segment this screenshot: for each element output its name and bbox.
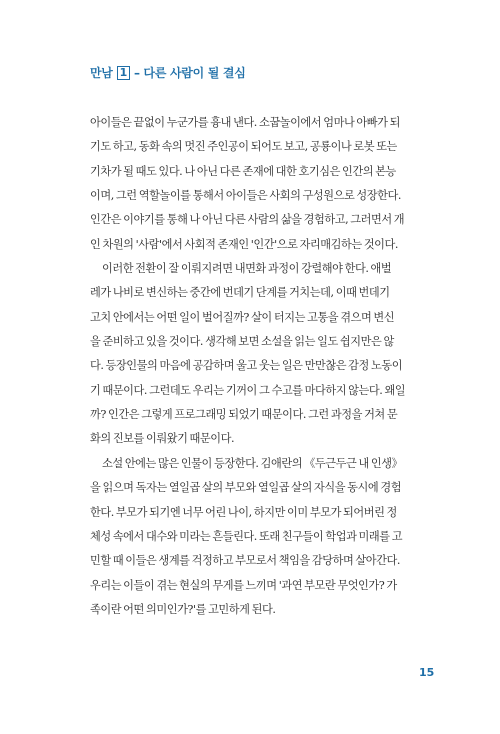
text-line: 기차가 될 때도 있다. 나 아닌 다른 존재에 대한 호기심은 인간의 본능 <box>90 164 396 178</box>
text-line: 화의 진보를 이뤄왔기 때문이다. <box>90 432 235 446</box>
text-line: 체성 속에서 대수와 미라는 흔들린다. 또래 친구들이 학업과 미래를 고 <box>90 529 403 543</box>
text-line: 기 때문이다. 그런데도 우리는 기꺼이 그 수고를 마다하지 않는다. 왜일 <box>90 383 406 397</box>
text-line: 민할 때 이들은 생계를 걱정하고 부모로서 책임을 감당하며 살아간다. <box>90 554 400 568</box>
text-line: 기도 하고, 동화 속의 멋진 주인공이 되어도 보고, 공룡이나 로봇 또는 <box>90 140 397 154</box>
text-line: 이러한 전환이 잘 이뤄지려면 내면화 과정이 강렬해야 한다. 애벌 <box>102 262 392 276</box>
chapter-number-box: 1 <box>117 66 130 80</box>
header-part-label: 만남 <box>90 66 113 80</box>
text-line: 고치 안에서는 어떤 일이 벌어질까? 살이 터지는 고통을 겪으며 변신 <box>90 310 395 324</box>
page-number: 15 <box>419 666 435 679</box>
text-line: 이며, 그런 역할놀이를 통해서 아이들은 사회의 구성원으로 성장한다. <box>90 189 401 203</box>
text-line: 레가 나비로 변신하는 중간에 번데기 단계를 거치는데, 이때 번데기 <box>90 286 390 300</box>
text-line: 까? 인간은 그렇게 프로그래밍 되었기 때문이다. 그런 과정을 거쳐 문 <box>90 408 398 422</box>
text-line: 다. 등장인물의 마음에 공감하며 울고 웃는 일은 만만찮은 감정 노동이 <box>90 359 403 373</box>
text-line: 을 준비하고 있을 것이다. 생각해 보면 소설을 읽는 일도 쉽지만은 않 <box>90 335 394 349</box>
body-text <box>90 111 432 622</box>
text-line: 인 차원의 '사람'에서 사회적 존재인 '인간'으로 자리매김하는 것이다. <box>90 237 398 251</box>
text-line: 아이들은 끝없이 누군가를 흉내 낸다. 소꿉놀이에서 엄마나 아빠가 되 <box>90 116 400 129</box>
text-line: 우리는 이들이 겪는 현실의 무게를 느끼며 '과연 부모란 무엇인가? 가 <box>90 578 397 592</box>
header-title: – 다른 사람이 될 결심 <box>133 66 246 80</box>
running-header <box>90 64 246 81</box>
text-line: 인간은 이야기를 통해 나 아닌 다른 사람의 삶을 경험하고, 그러면서 개 <box>90 213 405 227</box>
text-line: 소설 안에는 많은 인물이 등장한다. 김애란의 《두근두근 내 인생》 <box>102 456 403 470</box>
text-line: 한다. 부모가 되기엔 너무 어린 나이, 하지만 이미 부모가 되어버린 정 <box>90 505 397 519</box>
text-line: 족이란 어떤 의미인가?'를 고민하게 된다. <box>90 602 276 616</box>
text-line: 을 읽으며 독자는 열일곱 살의 부모와 열일곱 살의 자식을 동시에 경험 <box>90 481 402 495</box>
